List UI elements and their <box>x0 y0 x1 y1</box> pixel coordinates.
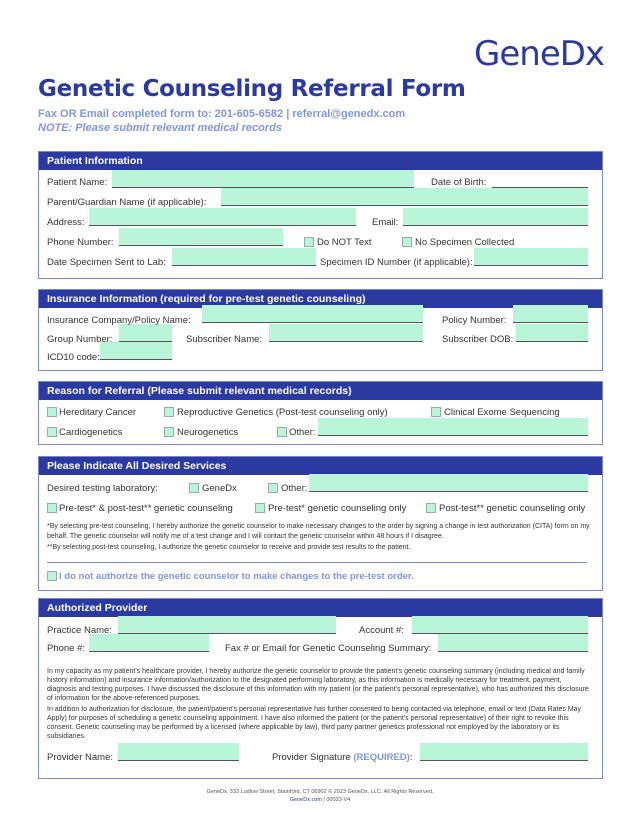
subscriber-dob-field[interactable] <box>516 324 588 342</box>
label: Pre-test* genetic counseling only <box>268 503 407 514</box>
group-number-field[interactable] <box>119 324 172 342</box>
label: Reproductive Genetics (Post-test counseling only) <box>177 407 388 418</box>
label: Specimen ID Number (if applicable): <box>320 257 473 268</box>
consent-paragraph: In addition to authorization for disclosure, the patient/patient's personal representative has further consented to being contacted via telephone, email or text (Data Rates May Apply) for purposes of scheduling a genetic counseling appointment. I have also informed the patient (or the patient's personal representative) of their right to revoke this consent. Genetic counseling may be performed by a licensed (where applicable by law), third party partner genetics professional not employed by the laboratory or its subsidiaries. <box>47 706 582 740</box>
label: No Specimen Collected <box>415 237 515 248</box>
clinical-exome-checkbox[interactable] <box>431 407 441 417</box>
footer-links <box>0 797 640 803</box>
cardiogenetics-checkbox[interactable] <box>47 427 57 437</box>
label: Pre-test* & post-test** genetic counseling <box>59 503 233 514</box>
post-test-footnote: **By selecting post-test counseling, I authorize the genetic counselor to receive and provide test results to the patient. <box>47 544 411 551</box>
form-code: | 00033-V4 <box>323 797 351 803</box>
label: Policy Number: <box>442 315 507 326</box>
footer-address: GeneDx, 333 Ludlow Street, Stamford, CT 06902 © 2023 GeneDx, LLC. All Rights Reserved. <box>206 789 434 795</box>
guardian-field[interactable] <box>221 188 588 206</box>
pre-post-test-checkbox[interactable] <box>47 503 57 513</box>
do-not-text-checkbox[interactable] <box>304 237 314 247</box>
page-title: Genetic Counseling Referral Form <box>38 76 466 102</box>
contact-info: Fax OR Email completed form to: 201-605-6582 | referral@genedx.com <box>38 108 406 120</box>
post-test-only-checkbox[interactable] <box>426 503 436 513</box>
label: Insurance Company/Policy Name: <box>47 315 191 326</box>
divider <box>47 562 587 563</box>
lab-other-field[interactable] <box>309 474 588 492</box>
section-header: Insurance Information (required for pre-test genetic counseling) <box>39 290 602 308</box>
label: Phone #: <box>47 643 86 654</box>
reason-other-field[interactable] <box>318 418 588 436</box>
label: Group Number: <box>47 334 113 345</box>
label: Email: <box>372 217 399 228</box>
signature-label <box>272 752 412 763</box>
label: Subscriber Name: <box>186 334 263 345</box>
label: Date Specimen Sent to Lab: <box>47 257 166 268</box>
label: Provider Name: <box>47 752 113 763</box>
label: Other: <box>281 483 308 494</box>
label: Address: <box>47 217 85 228</box>
required-tag: (REQUIRED) <box>353 752 410 763</box>
reason-other-checkbox[interactable] <box>277 427 287 437</box>
section-header: Patient Information <box>39 152 602 170</box>
lab-other-checkbox[interactable] <box>268 483 278 493</box>
no-specimen-checkbox[interactable] <box>402 237 412 247</box>
label: Post-test** genetic counseling only <box>439 503 586 514</box>
phone-field[interactable] <box>119 228 283 246</box>
provider-phone-field[interactable] <box>89 634 209 652</box>
label: Cardiogenetics <box>59 427 123 438</box>
pre-test-only-checkbox[interactable] <box>255 503 265 513</box>
fax-email-field[interactable] <box>438 634 588 652</box>
neurogenetics-checkbox[interactable] <box>164 427 174 437</box>
address-field[interactable] <box>89 208 356 226</box>
email-field[interactable] <box>403 208 588 226</box>
policy-number-field[interactable] <box>513 305 588 323</box>
colon: : <box>409 752 413 763</box>
label: Desired testing laboratory: <box>47 483 158 494</box>
label: Account #: <box>359 625 404 636</box>
section-header: Authorized Provider <box>39 599 602 617</box>
pre-test-footnote: *By selecting pre-test counseling, I hereby authorize the genetic counselor to make necessary changes to the order by signing a change in test authorization (CITA) form on my behalf. The genetic counselor will notify me of a test change and I will contact the genetic counselor within 48 hours if I disagree. <box>47 523 590 540</box>
label: Hereditary Cancer <box>59 407 137 418</box>
label: ICD10 code: <box>47 352 100 363</box>
label: Other: <box>289 427 316 438</box>
patient-name-field[interactable] <box>112 170 414 188</box>
section-header: Please Indicate All Desired Services <box>39 457 602 475</box>
no-authorize-checkbox[interactable] <box>47 571 57 581</box>
provider-name-field[interactable] <box>118 743 239 761</box>
specimen-id-field[interactable] <box>474 248 588 266</box>
label: Date of Birth: <box>431 177 487 188</box>
label: Fax # or Email for Genetic Counseling Summary: <box>225 643 432 654</box>
insurance-company-field[interactable] <box>202 305 423 323</box>
label: Phone Number: <box>47 237 114 248</box>
provider-signature-field[interactable] <box>420 743 588 761</box>
label: Provider Signature <box>272 752 351 763</box>
genedx-logo: GeneDx <box>474 34 605 74</box>
section-header: Reason for Referral (Please submit relevant medical records) <box>39 382 602 400</box>
date-sent-field[interactable] <box>172 248 316 266</box>
account-field[interactable] <box>412 616 588 634</box>
disclosure-paragraph: In my capacity as my patient's healthcare provider, I hereby authorize the genetic counselor to provide the patient's genetic counseling summary (including medical and family history information) and insurance information/authorization to the designated performing laboratory, as this information is medically necessary for treatment, payment, diagnosis and testing purposes. I have discussed the disclosure of this information with my patient (or the patient's personal representative), who has authorized this disclosure of information for the above-referenced purposes. <box>47 668 589 702</box>
reproductive-genetics-checkbox[interactable] <box>164 407 174 417</box>
website-link[interactable]: GeneDx.com <box>289 797 322 803</box>
hereditary-cancer-checkbox[interactable] <box>47 407 57 417</box>
label: GeneDx <box>202 483 237 494</box>
label: Subscriber DOB: <box>442 334 514 345</box>
label: I do not authorize the genetic counselor to make changes to the pre-test order. <box>59 571 414 582</box>
label: Do NOT Text <box>317 237 372 248</box>
records-note: NOTE: Please submit relevant medical records <box>38 122 282 134</box>
subscriber-name-field[interactable] <box>269 324 423 342</box>
label: Neurogenetics <box>177 427 239 438</box>
practice-name-field[interactable] <box>118 616 336 634</box>
label: Parent/Guardian Name (if applicable): <box>47 197 207 208</box>
label: Clinical Exome Sequencing <box>444 407 560 418</box>
lab-genedx-checkbox[interactable] <box>189 483 199 493</box>
label: Practice Name: <box>47 625 112 636</box>
label: Patient Name: <box>47 177 108 188</box>
